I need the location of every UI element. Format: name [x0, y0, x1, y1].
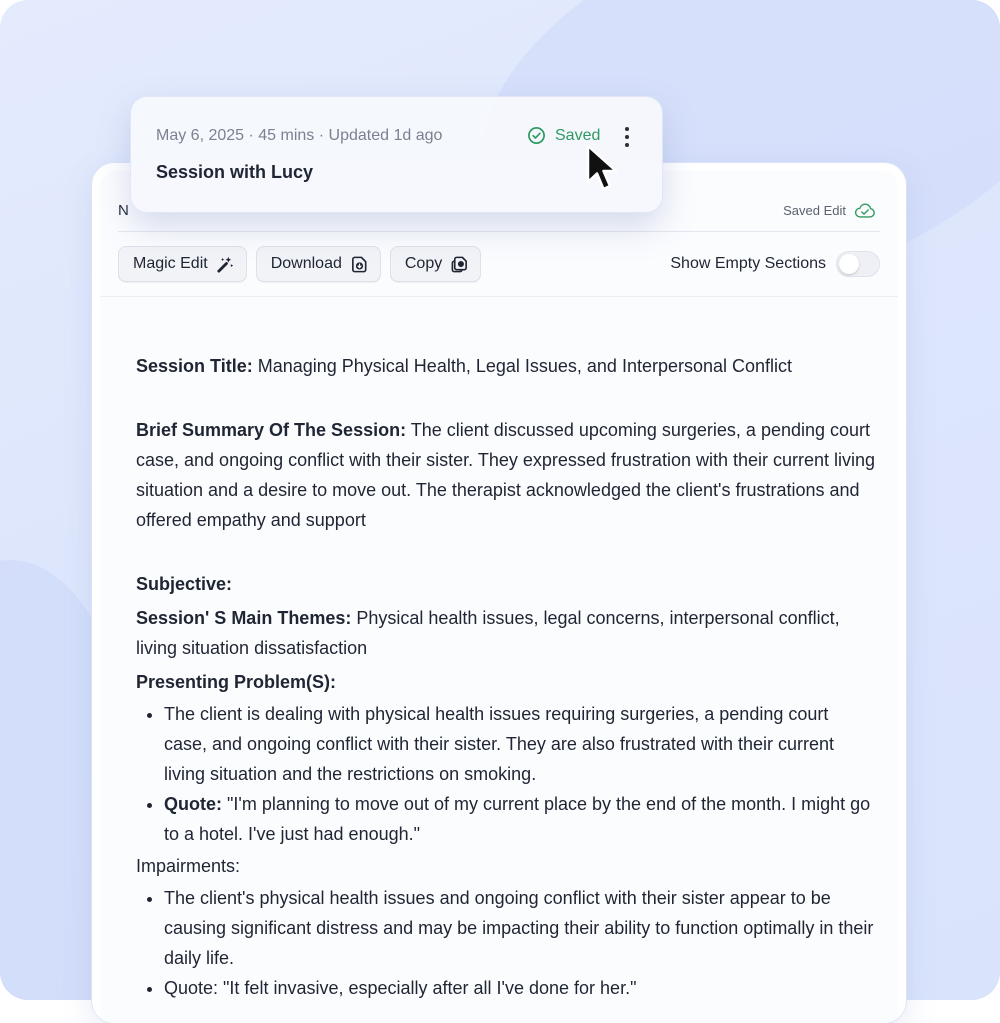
note-content: [136, 351, 876, 1005]
download-button[interactable]: [256, 246, 381, 282]
quote-label: Quote:: [164, 794, 222, 814]
toolbar-divider: [100, 296, 898, 297]
notes-tab[interactable]: N: [118, 202, 129, 219]
quote-text: "I'm planning to move out of my current place by the end of the month. I might go to a hotel. I've just had enough.": [164, 794, 871, 844]
summary-label: Brief Summary Of The Session:: [136, 420, 407, 440]
saved-edit-status: [783, 201, 876, 219]
list-item: • The client is dealing with physical health issues requiring surgeries, a pending court case, and ongoing conflict with their sister. They are also frustrated with their current living situation and the restrictions on smoking.: [164, 699, 876, 789]
session-title: Session with Lucy: [156, 162, 314, 182]
saved-edit-label: Saved Edit: [783, 202, 846, 218]
show-empty-sections-label: Show Empty Sections: [670, 255, 826, 272]
presenting-problem-label: Presenting Problem(S):: [136, 672, 337, 692]
toggle-knob: [839, 254, 859, 274]
saved-status-label: Saved: [555, 126, 601, 144]
show-empty-sections-toggle[interactable]: [836, 251, 880, 277]
session-meta: May 6, 2025 · 45 mins · Updated 1d ago: [156, 127, 443, 144]
show-empty-sections: [670, 251, 880, 277]
copy-button[interactable]: [390, 246, 481, 282]
themes-text: Physical health issues, legal concerns, interpersonal conflict, living situation dissatisfaction: [136, 608, 840, 658]
magic-edit-button[interactable]: [118, 246, 247, 282]
header-divider: [118, 231, 880, 232]
copy-label: Copy: [404, 255, 443, 272]
presenting-problem-heading: [136, 667, 876, 697]
check-circle-icon: [527, 126, 546, 145]
session-title-text: Managing Physical Health, Legal Issues, and Interpersonal Conflict: [257, 356, 793, 376]
subjective-label: Subjective:: [136, 574, 233, 594]
toolbar: [118, 245, 880, 283]
list-item: [164, 789, 876, 849]
mouse-pointer-icon: [584, 144, 624, 196]
session-note-card: [92, 163, 906, 1023]
list-item: • The client's physical health issues and ongoing conflict with their sister appear to be causing significant distress and may be impacting their ability to function optimally in their daily life.: [164, 883, 876, 973]
impairments-list: [136, 883, 876, 1003]
download-label: Download: [270, 255, 342, 272]
cloud-check-icon: [854, 201, 876, 219]
magic-wand-icon: [216, 255, 235, 274]
session-title-line: [136, 351, 876, 381]
list-item: • Quote: "It felt invasive, especially after all I've done for her.": [164, 973, 876, 1003]
download-file-icon: [350, 255, 369, 274]
session-popup-card[interactable]: [131, 97, 662, 212]
copy-icon: [450, 255, 469, 274]
presenting-problem-list: [136, 699, 876, 849]
magic-edit-label: Magic Edit: [133, 255, 208, 272]
saved-status[interactable]: [527, 126, 600, 145]
session-title-label: Session Title:: [136, 356, 253, 376]
subjective-heading: [136, 569, 876, 599]
themes-paragraph: [136, 603, 876, 663]
impairments-heading: Impairments:: [136, 856, 241, 876]
themes-label: Session' S Main Themes:: [136, 608, 352, 628]
session-note-panel: [100, 171, 898, 1023]
summary-paragraph: [136, 415, 876, 535]
summary-text: The client discussed upcoming surgeries, a pending court case, and ongoing conflict with their sister. They expressed frustration with their current living situation and a desire to move out. The therapist acknowledged the client's frustrations and offered empathy and support: [136, 420, 876, 530]
